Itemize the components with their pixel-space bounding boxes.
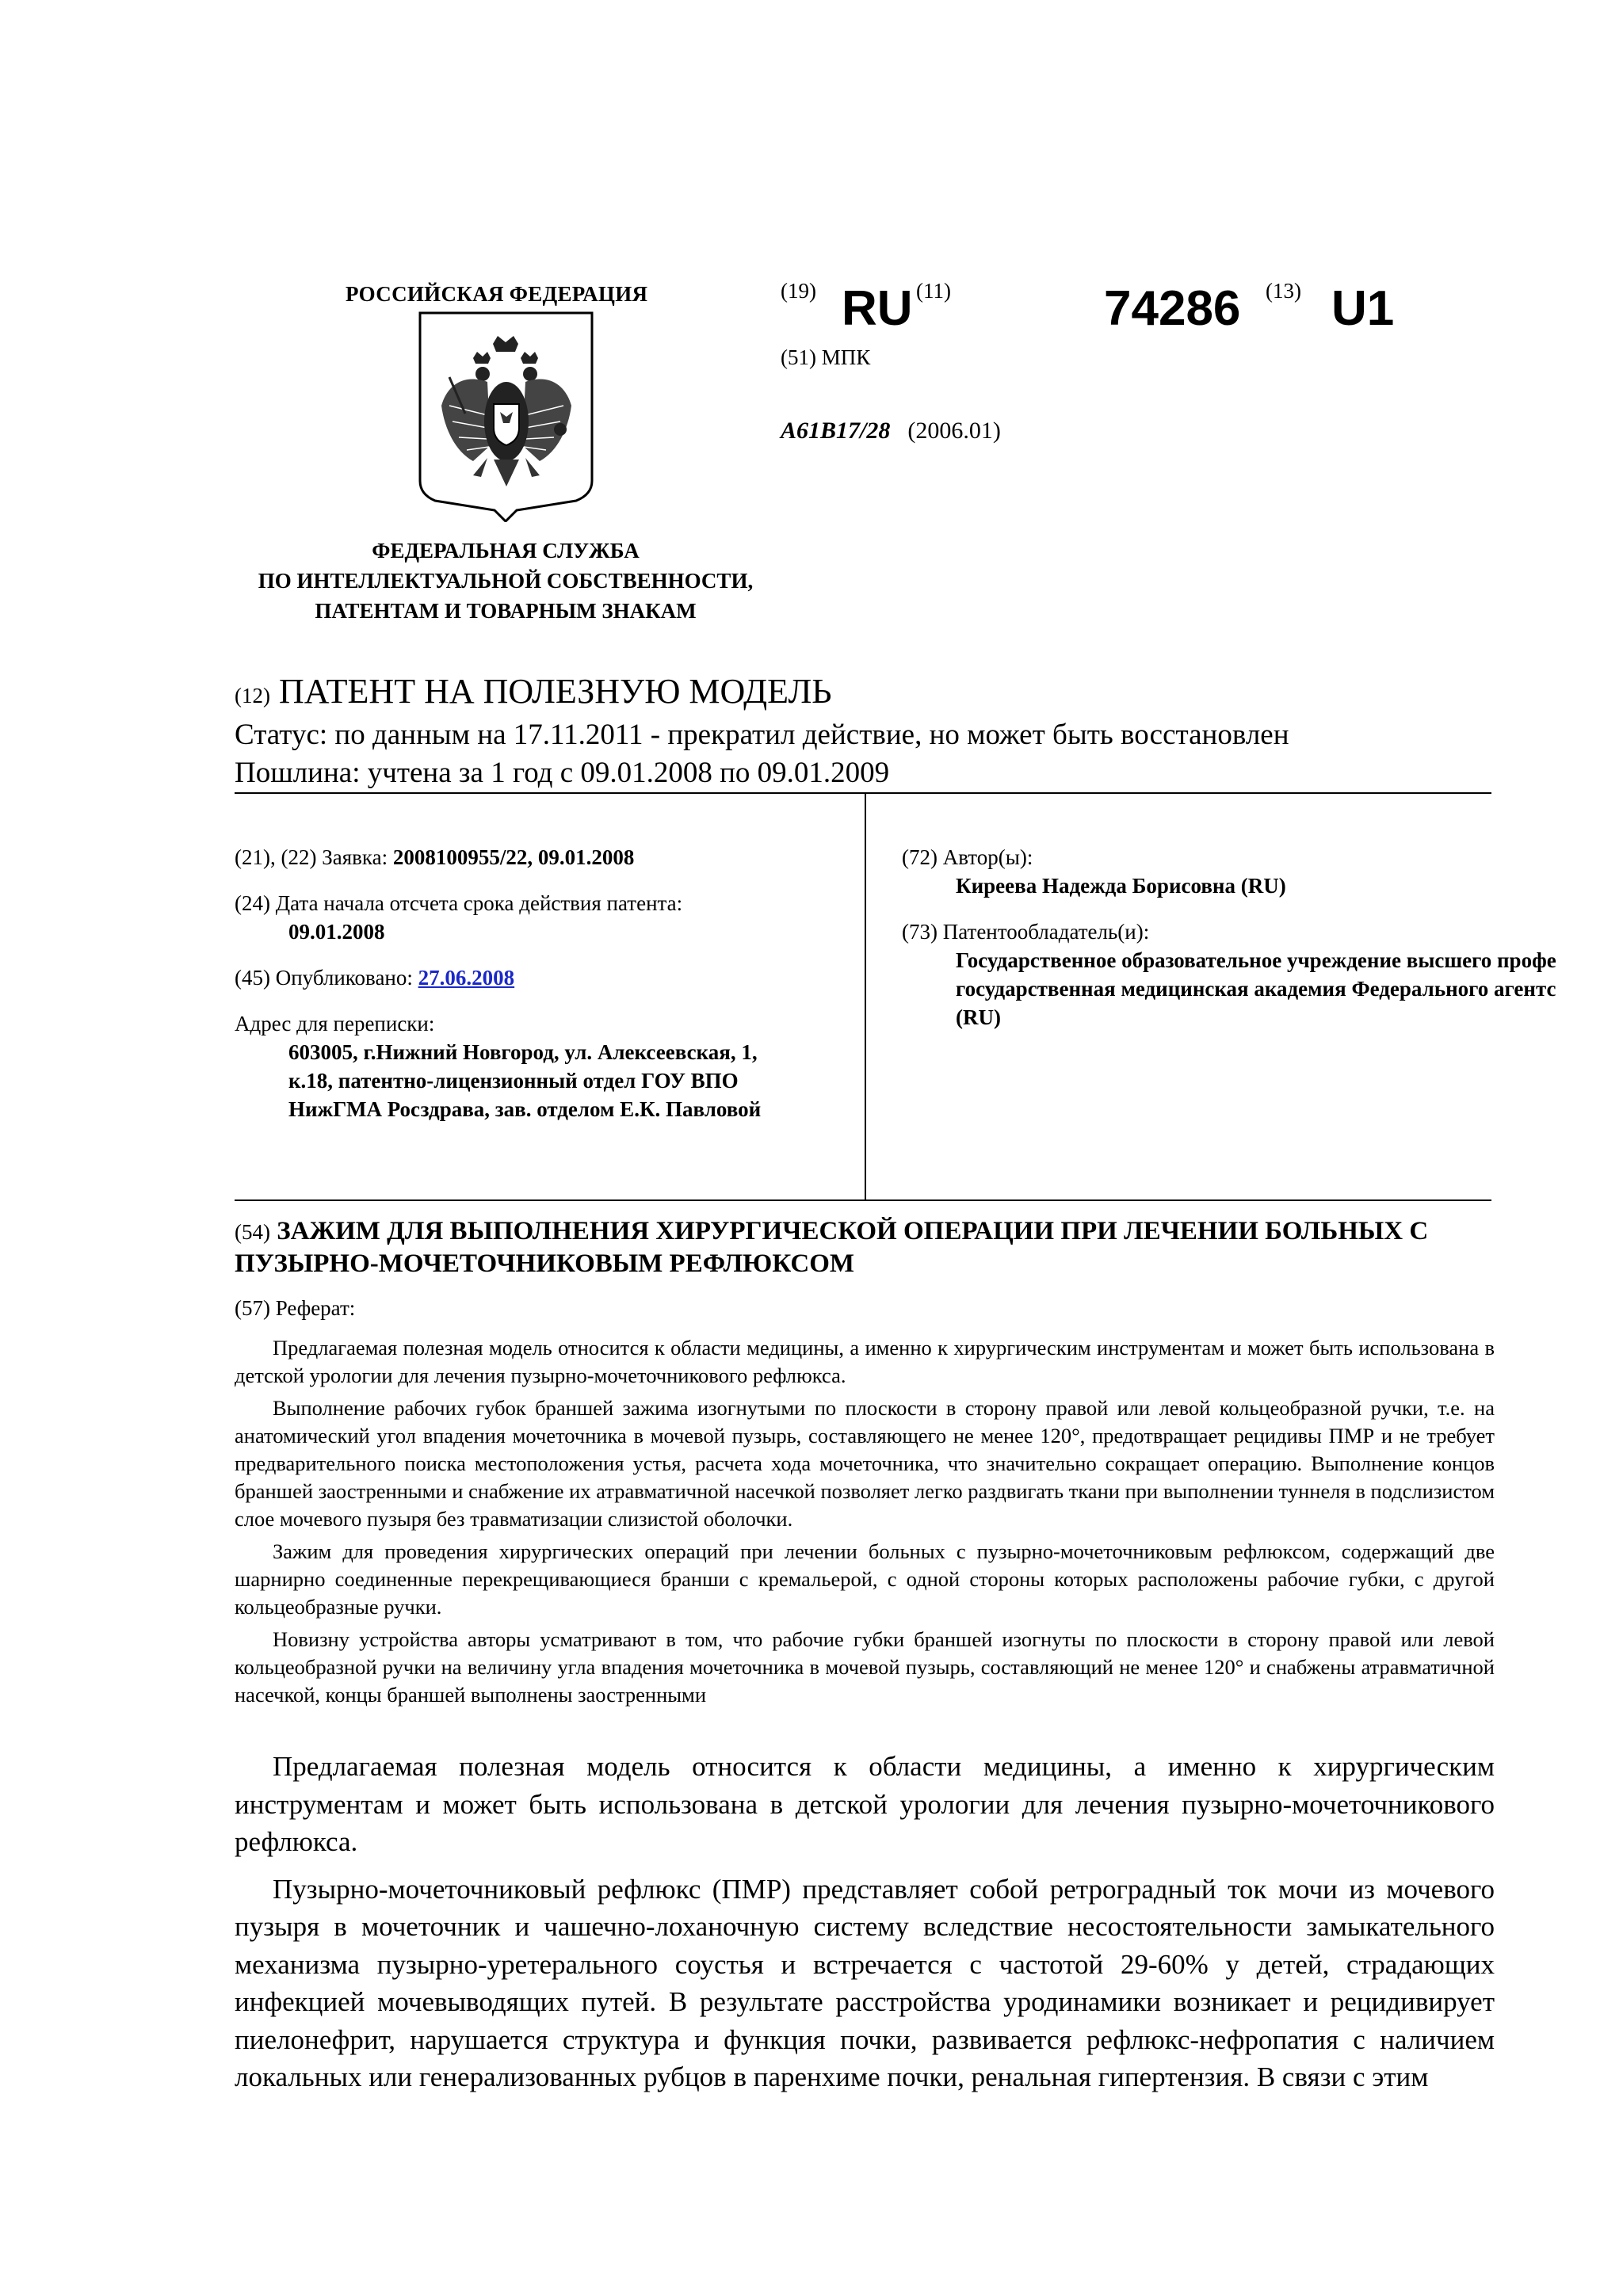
- divider: [235, 792, 1491, 794]
- description: [235, 1748, 1495, 2106]
- biblio-right-column: [902, 843, 1623, 1032]
- start-date-label: (24) Дата начала отсчета срока действия патента:: [235, 891, 683, 915]
- referat-label: (57) Реферат:: [235, 1296, 356, 1320]
- published-label: (45) Опубликовано:: [235, 966, 413, 990]
- fee-line: Пошлина: учтена за 1 год с 09.01.2008 по 09.01.2009: [235, 757, 890, 789]
- owner-line: государственная медицинская академия Федерального агентс: [956, 977, 1556, 1001]
- patent-type-title: [235, 672, 832, 715]
- inid-code-13: (13): [1266, 279, 1301, 303]
- address-line: НижГМА Росздрава, зав. отделом Е.К. Павловой: [288, 1097, 762, 1121]
- emblem-icon: [418, 311, 594, 522]
- owner-line: Государственное образовательное учреждение высшего профе: [956, 948, 1556, 972]
- description-paragraph: Предлагаемая полезная модель относится к области медицины, а именно к хирургическим инструментам и может быть использована в детской урологии для лечения пузырно-мочеточникового рефлюкса.: [235, 1751, 1495, 1857]
- mpk-label: (51) МПК: [781, 345, 871, 369]
- biblio-left-column: [235, 843, 845, 1123]
- address-line: 603005, г.Нижний Новгород, ул. Алексеевская, 1,: [288, 1040, 758, 1064]
- kind-code: U1: [1331, 281, 1395, 336]
- owner-line: (RU): [956, 1005, 1001, 1029]
- owner-label: (73) Патентообладатель(и):: [902, 920, 1150, 944]
- ipc-version: (2006.01): [907, 418, 1001, 444]
- column-divider: [865, 794, 866, 1200]
- address-line: к.18, патентно-лицензионный отдел ГОУ ВПО: [288, 1069, 739, 1093]
- agency-name: [190, 536, 821, 626]
- inid-code-54: (54): [235, 1220, 270, 1244]
- abstract-paragraph: Предлагаемая полезная модель относится к области медицины, а именно к хирургическим инструментам и может быть использована в детской урологии для лечения пузырно-мочеточникового рефлюкса.: [235, 1336, 1495, 1387]
- status-line: Статус: по данным на 17.11.2011 - прекратил действие, но может быть восстановлен: [235, 719, 1289, 751]
- agency-line: ПАТЕНТАМ И ТОВАРНЫМ ЗНАКАМ: [315, 599, 697, 623]
- inid-code-19: (19): [781, 279, 816, 303]
- published-date-link[interactable]: 27.06.2008: [418, 966, 515, 990]
- published-row: [235, 963, 845, 992]
- application-row: [235, 843, 845, 871]
- address-label: Адрес для переписки:: [235, 1012, 435, 1035]
- description-paragraph: Пузырно-мочеточниковый рефлюкс (ПМР) представляет собой ретроградный ток мочи из мочевого пузыря в мочеточник и чашечно-лоханочную систему вследствие несостоятельности замыкательного механизма пузырно-уретерального соустья и встречается с частотой 29-60% у детей, страдающих инфекцией мочевыводящих путей. В результате расстройства уродинамики возникает и рецидивирует пиелонефрит, нарушается структура и функция почки, развивается рефлюкс-нефропатия с наличием локальных или генерализованных рубцов в паренхиме почки, ренальная гипертензия. В связи с этим: [235, 1873, 1495, 2092]
- invention-title: [235, 1215, 1503, 1280]
- application-label: (21), (22) Заявка:: [235, 845, 388, 869]
- inid-code-11: (11): [916, 279, 951, 303]
- patent-type: ПАТЕНТ НА ПОЛЕЗНУЮ МОДЕЛЬ: [278, 672, 832, 711]
- divider: [235, 1199, 1491, 1201]
- ipc-code: A61B17/28: [781, 418, 891, 444]
- agency-line: ПО ИНТЕЛЛЕКТУАЛЬНОЙ СОБСТВЕННОСТИ,: [258, 569, 754, 593]
- country-code: RU: [842, 281, 913, 336]
- abstract-paragraph: Новизну устройства авторы усматривают в том, что рабочие губки браншей изогнуты по плоскости в сторону правой или левой кольцеобразной ручки на величину угла впадения мочеточника в мочевой пузырь, составляющий не менее 120° и снабжены атравматичной насечкой, концы браншей выполнены заостренными: [235, 1627, 1495, 1707]
- abstract: [235, 1334, 1495, 1714]
- patent-number: 74286: [1104, 281, 1241, 336]
- ipc-classification: [781, 418, 1001, 444]
- country-name: РОССИЙСКАЯ ФЕДЕРАЦИЯ: [346, 282, 648, 306]
- abstract-paragraph: Выполнение рабочих губок браншей зажима изогнутыми по плоскости в сторону правой или левой кольцеобразной ручки, т.е. на анатомический угол впадения мочеточника в мочевой пузырь, составляющего не менее 120°, предотвращает рецидивы ПМР и не требует предварительного поиска местоположения устья, расчета хода мочеточника, что значительно сокращает операцию. Выполнение концов браншей заостренными и снабжение их атравматичной насечкой позволяет легко раздвигать ткани при выполнении туннеля в подслизистом слое мочевого пузыря без травматизации слизистой оболочки.: [235, 1396, 1495, 1531]
- author-value: Киреева Надежда Борисовна (RU): [956, 874, 1286, 898]
- author-label: (72) Автор(ы):: [902, 845, 1033, 869]
- application-value: 2008100955/22, 09.01.2008: [392, 845, 635, 869]
- invention-title-text: ЗАЖИМ ДЛЯ ВЫПОЛНЕНИЯ ХИРУРГИЧЕСКОЙ ОПЕРАЦИИ ПРИ ЛЕЧЕНИИ БОЛЬНЫХ С ПУЗЫРНО-МОЧЕТОЧНИКОВЫМ РЕФЛЮКСОМ: [235, 1217, 1429, 1278]
- inid-code-12: (12): [235, 684, 270, 707]
- abstract-paragraph: Зажим для проведения хирургических операций при лечении больных с пузырно-мочеточниковым рефлюксом, содержащий две шарнирно соединенные перекрещивающиеся бранши с кремальерой, с одной стороны которых расположены рабочие губки, с другой кольцеобразные ручки.: [235, 1539, 1495, 1619]
- agency-line: ФЕДЕРАЛЬНАЯ СЛУЖБА: [372, 539, 640, 563]
- start-date-value: 09.01.2008: [288, 920, 385, 944]
